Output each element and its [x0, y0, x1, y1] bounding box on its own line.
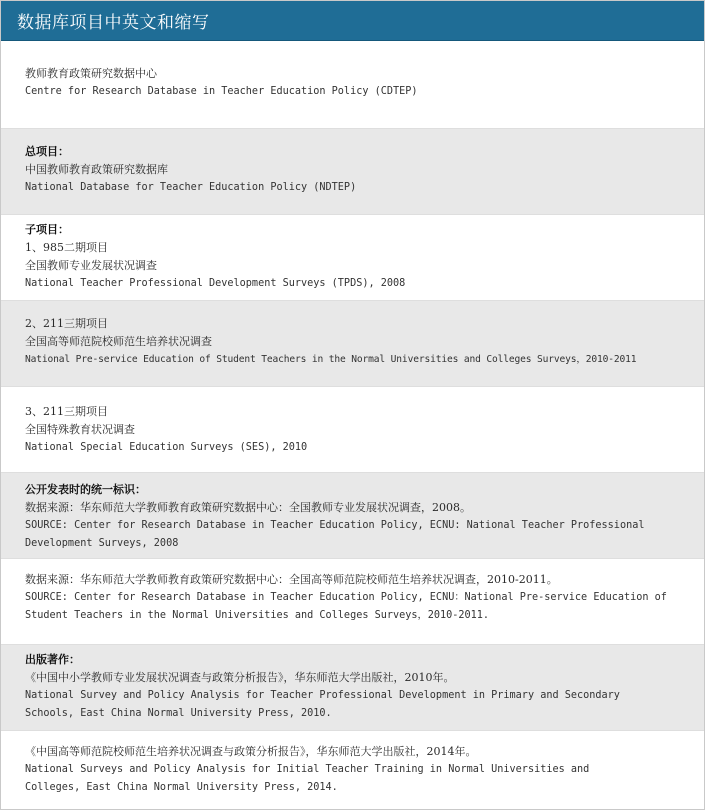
section-sub-project-3 — [1, 387, 704, 473]
section-citation-1 — [1, 473, 704, 559]
publication-2-en-line-1: National Surveys and Policy Analysis for Initial Teacher Training in Normal Universities and — [25, 764, 590, 775]
sub-project-heading: 子项目： — [25, 223, 69, 236]
citation-2-en-line-1: SOURCE: Center for Research Database in Teacher Education Policy, ECNU：National Pre-service Education of — [25, 592, 667, 603]
citation-1-en-line-1: SOURCE: Center for Research Database in Teacher Education Policy, ECNU: National Teacher Professional — [25, 520, 645, 531]
publications-heading: 出版著作： — [25, 653, 80, 666]
sub-project-1-zh: 全国教师专业发展状况调查 — [25, 259, 157, 272]
section-publication-2 — [1, 731, 704, 809]
publication-1-en-line-1: National Survey and Policy Analysis for Teacher Professional Development in Primary and Secondary — [25, 690, 620, 701]
publication-2-zh: 《中国高等师范院校师范生培养状况调查与政策分析报告》，华东师范大学出版社，2014年。 — [25, 745, 477, 758]
publication-2-en-line-2: Colleges, East China Normal University Press, 2014. — [25, 782, 338, 793]
publication-1-zh: 《中国中小学教师专业发展状况调查与政策分析报告》，华东师范大学出版社，2010年。 — [25, 671, 455, 684]
main-project-en: National Database for Teacher Education Policy (NDTEP) — [25, 182, 357, 193]
main-project-zh: 中国教师教育政策研究数据库 — [25, 163, 168, 176]
main-project-heading: 总项目： — [25, 145, 69, 158]
citation-1-en-line-2: Development Surveys, 2008 — [25, 538, 179, 549]
sub-project-3-zh: 全国特殊教育状况调查 — [25, 423, 135, 436]
center-name-en: Centre for Research Database in Teacher Education Policy (CDTEP) — [25, 86, 418, 97]
panel-header — [1, 1, 704, 41]
citation-2-zh: 数据来源：华东师范大学教师教育政策研究数据中心：全国高等师范院校师范生培养状况调查，2010-2011。 — [25, 573, 558, 586]
sub-project-2-en: National Pre-service Education of Student Teachers in the Normal Universities and Colleges Surveys，2010-2011 — [25, 354, 637, 365]
sub-project-2-zh: 全国高等师范院校师范生培养状况调查 — [25, 335, 212, 348]
sub-project-1-en: National Teacher Professional Development Surveys (TPDS), 2008 — [25, 278, 406, 289]
sub-project-2-number: 2、211三期项目 — [25, 317, 108, 330]
citation-heading: 公开发表时的统一标识： — [25, 483, 146, 496]
section-citation-2 — [1, 559, 704, 645]
section-main-project — [1, 129, 704, 215]
section-sub-project-2 — [1, 301, 704, 387]
center-name-zh: 教师教育政策研究数据中心 — [25, 67, 157, 80]
publication-1-en-line-2: Schools, East China Normal University Press, 2010. — [25, 708, 332, 719]
sections-list — [1, 41, 704, 809]
section-publication-1 — [1, 645, 704, 731]
citation-2-en-line-2: Student Teachers in the Normal Universities and Colleges Surveys，2010-2011. — [25, 610, 490, 621]
panel-title: 数据库项目中英文和缩写 — [17, 13, 210, 33]
section-center-name — [1, 41, 704, 129]
sub-project-1-number: 1、985二期项目 — [25, 241, 108, 254]
sub-project-3-en: National Special Education Surveys (SES), 2010 — [25, 442, 308, 453]
section-sub-project-1 — [1, 215, 704, 301]
sub-project-3-number: 3、211三期项目 — [25, 405, 108, 418]
citation-1-zh: 数据来源：华东师范大学教师教育政策研究数据中心：全国教师专业发展状况调查，2008。 — [25, 501, 471, 514]
